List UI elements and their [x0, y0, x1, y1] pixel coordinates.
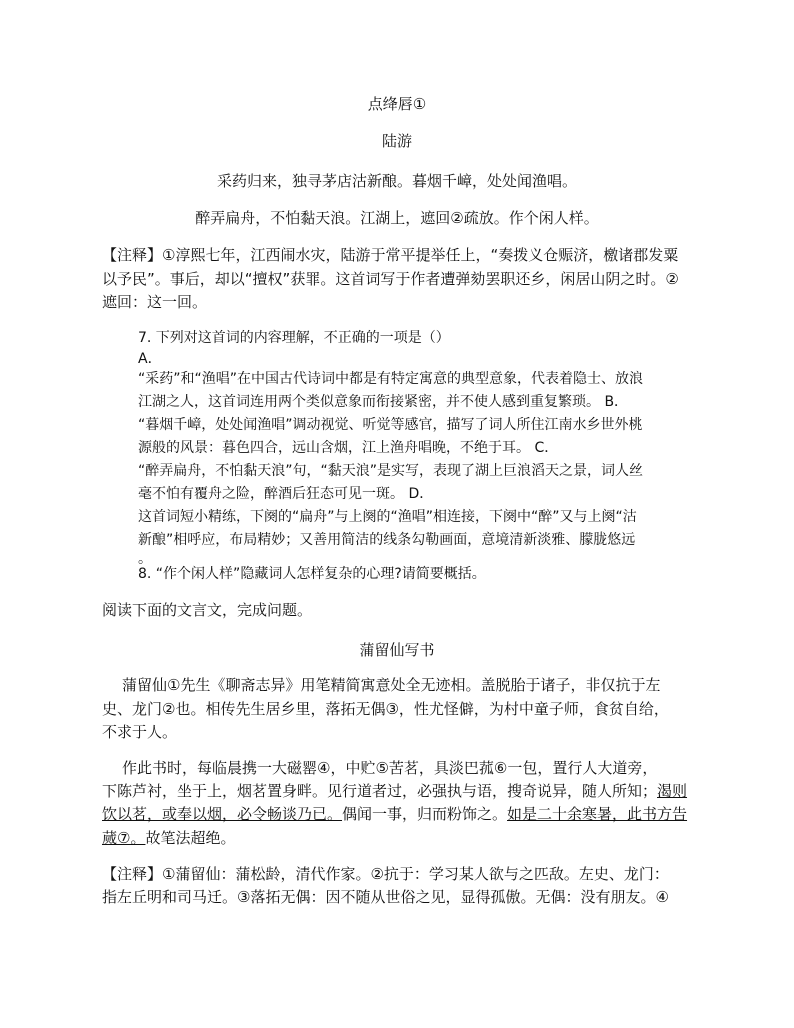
essay-p1-line: 史、龙门②也。相传先生居乡里，落拓无偶③，性尤怪僻，为村中童子师，食贫自给， [102, 700, 669, 718]
question-7-line: “醉弄扁舟，不怕黏天浪”句，“黏天浪”是实写，表现了湖上巨浪滔天之景，词人丝 [138, 463, 644, 479]
poem-author: 陆游 [381, 132, 412, 150]
question-7-option-a-label: A． [138, 351, 162, 367]
question-7-stem: 7. 下列对这首词的内容理解，不正确的一项是（） [138, 330, 450, 346]
underlined-text: 如是二十余寒暑，此书方告 [507, 805, 688, 823]
question-7-line: 这首词短小精练，下阕的“扁舟”与上阕的“渔唱”相连接，下阕中“醉”又与上阕“沽 [138, 509, 637, 525]
underlined-text: 饮以茗，或奉以烟，必令畅谈乃已。 [102, 805, 343, 823]
poem-line-1: 采药归来，独寻茅店沽新酿。暮烟千嶂，处处闻渔唱。 [216, 172, 577, 190]
question-7-line: “采药”和“渔唱”在中国古代诗词中都是有特定寓意的典型意象，代表着隐士、放浪 [138, 371, 644, 387]
question-7-line: 源般的风景：暮色四合，远山含烟，江上渔舟唱晚，不绝于耳。 C． [138, 440, 559, 456]
question-8: 8. “作个闲人样”隐藏词人怎样复杂的心理?请简要概括。 [138, 566, 486, 582]
note2-line-2: 指左丘明和司马迁。③落拓无偶：因不随从世俗之见，显得孤傲。无偶：没有朋友。④ [102, 888, 669, 906]
question-7-line: 江湖之人，这首词连用两个类似意象而衔接紧密，并不使人感到重复繁琐。 B． [138, 394, 629, 410]
note1-line-1: 【注释】①淳熙七年，江西闹水灾，陆游于常平提举任上，“奏拨义仓赈济，檄诸郡发粟 [102, 246, 679, 264]
essay-p2-line-3: 饮以茗，或奉以烟，必令畅谈乃已。偶闻一事，归而粉饰之。如是二十余寒暑，此书方告 [102, 805, 688, 823]
poem-title: 点绛唇① [367, 95, 427, 113]
question-7-line: 。 [138, 551, 152, 567]
essay-p1-line: 不求于人。 [102, 723, 178, 741]
underlined-text: 蒇⑦。 [102, 829, 146, 847]
essay-p2-line-4: 蒇⑦。故笔法超绝。 [102, 829, 236, 847]
note1-line-3: 遮回：这一回。 [102, 293, 208, 311]
essay-title: 蒲留仙写书 [359, 641, 435, 659]
reading-instruction: 阅读下面的文言文，完成问题。 [102, 601, 313, 619]
question-7-line: 毫不怕有覆舟之险，醉酒后狂态可见一斑。 D． [138, 486, 434, 502]
note1-line-2: 以予民”。事后，却以“擅权”获罪。这首词写于作者遭弹劾罢职还乡，闲居山阴之时。② [102, 270, 679, 288]
essay-p2-line-1: 作此书时，每临晨携一大磁罂④，中贮⑤苦茗，具淡巴菰⑥一包，置行人大道旁， [122, 759, 658, 777]
essay-p1-line: 蒲留仙①先生《聊斋志异》用笔精简寓意处全无迹相。盖脱胎于诸子，非仅抗于左 [122, 676, 661, 694]
underlined-text: 渴则 [657, 782, 688, 800]
poem-line-2: 醉弄扁舟，不怕黏天浪。江湖上，遮回②疏放。作个闲人样。 [195, 209, 599, 227]
note2-line-1: 【注释】①蒲留仙：蒲松龄，清代作家。②抗于：学习某人欲与之匹敌。左史、龙门： [102, 865, 669, 883]
essay-p2-line-2: 下陈芦衬，坐于上，烟茗置身畔。见行道者过，必强执与语，搜奇说异，随人所知；渴则 [102, 782, 688, 800]
question-7-line: 新酿”相呼应，布局精妙；又善用简洁的线条勾勒画面，意境清新淡雅、朦胧悠远 [138, 532, 636, 548]
question-7-line: “暮烟千嶂，处处闻渔唱”调动视觉、听觉等感官，描写了词人所住江南水乡世外桃 [138, 417, 643, 433]
